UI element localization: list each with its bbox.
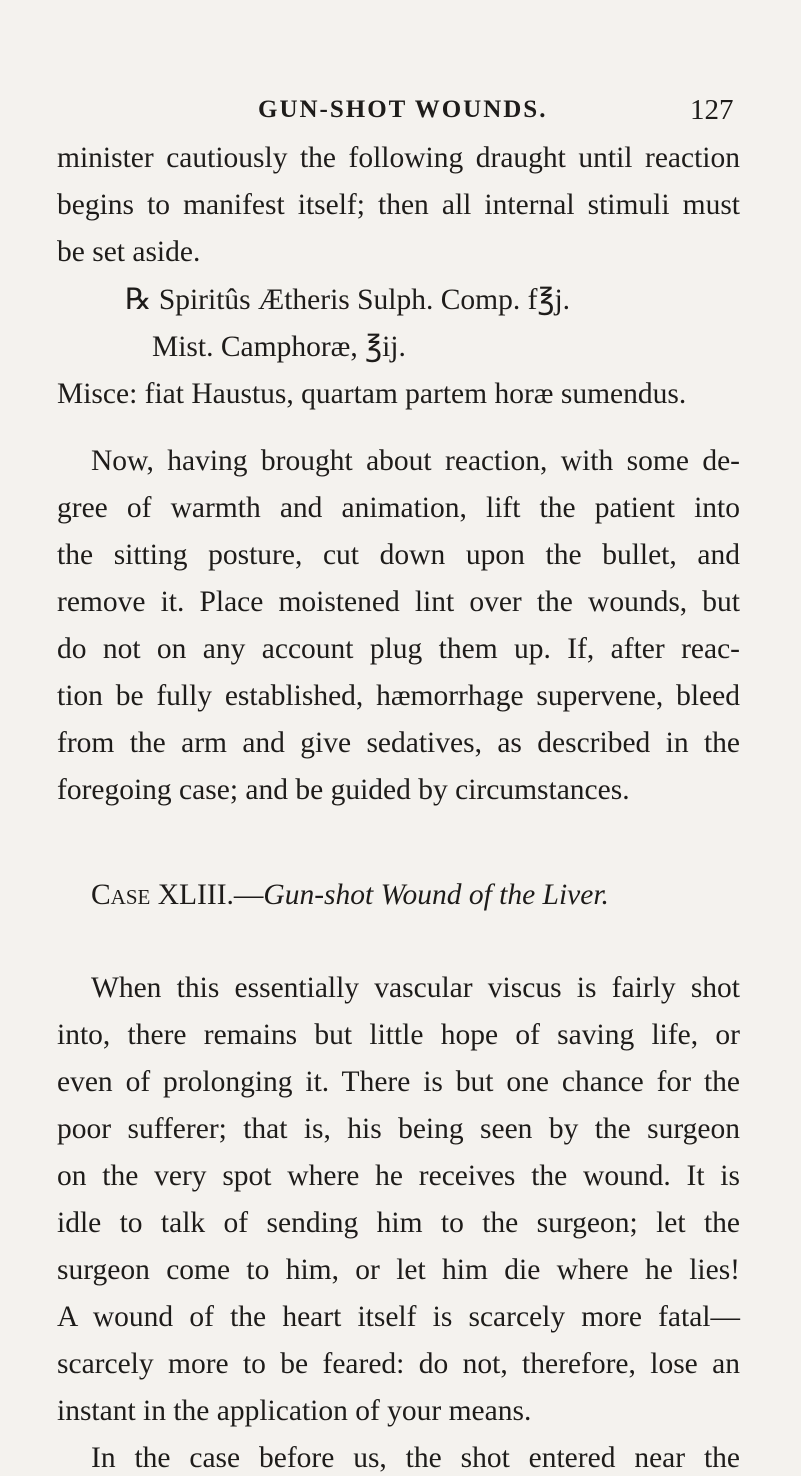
text-line: A wound of the heart itself is scarcely more fatal—	[57, 1301, 740, 1333]
text-line: Now, having brought about reaction, with some de-	[91, 445, 740, 477]
text-line: tion be fully established, hæmorrhage supervene, bleed	[57, 680, 740, 712]
text-line: even of prolonging it. There is but one chance for the	[57, 1066, 740, 1098]
page-number: 127	[690, 94, 734, 126]
text-line: do not on any account plug them up. If, after reac-	[57, 633, 740, 665]
text-line: be set aside.	[57, 236, 201, 268]
text-line: When this essentially vascular viscus is fairly shot	[91, 972, 740, 1004]
text-line: gree of warmth and animation, lift the patient into	[57, 492, 740, 524]
text-line: on the very spot where he receives the wound. It is	[57, 1160, 740, 1192]
text-line: begins to manifest itself; then all internal stimuli must	[57, 189, 740, 221]
running-title: GUN-SHOT WOUNDS.	[258, 96, 548, 123]
case-heading	[91, 877, 609, 913]
prescription-line-1: ℞ Spiritûs Ætheris Sulph. Comp. f℥j.	[125, 284, 571, 316]
text-line: In the case before us, the shot entered near the	[91, 1442, 740, 1474]
text-line: minister cautiously the following draught until reaction	[57, 142, 740, 174]
text-line: surgeon come to him, or let him die where he lies!	[57, 1254, 740, 1286]
text-line: scarcely more to be feared: do not, therefore, lose an	[57, 1348, 740, 1380]
case-title: Gun-shot Wound of the Liver.	[263, 879, 609, 911]
text-line: into, there remains but little hope of saving life, or	[57, 1019, 740, 1051]
text-line: the sitting posture, cut down upon the bullet, and	[57, 539, 740, 571]
text-line: remove it. Place moistened lint over the wounds, but	[57, 586, 740, 618]
case-dash: —	[233, 879, 264, 911]
case-label: Case XLIII.	[91, 879, 234, 911]
text-line: idle to talk of sending him to the surgeon; let the	[57, 1207, 740, 1239]
prescription-line-2: Mist. Camphoræ, ℥ij.	[152, 331, 406, 363]
text-line: poor sufferer; that is, his being seen by the surgeon	[57, 1113, 740, 1145]
text-line: foregoing case; and be guided by circumstances.	[57, 774, 630, 806]
prescription-line-3: Misce: fiat Haustus, quartam partem horæ sumendus.	[57, 378, 687, 410]
text-line: instant in the application of your means.	[57, 1395, 532, 1427]
text-line: from the arm and give sedatives, as described in the	[57, 727, 740, 759]
